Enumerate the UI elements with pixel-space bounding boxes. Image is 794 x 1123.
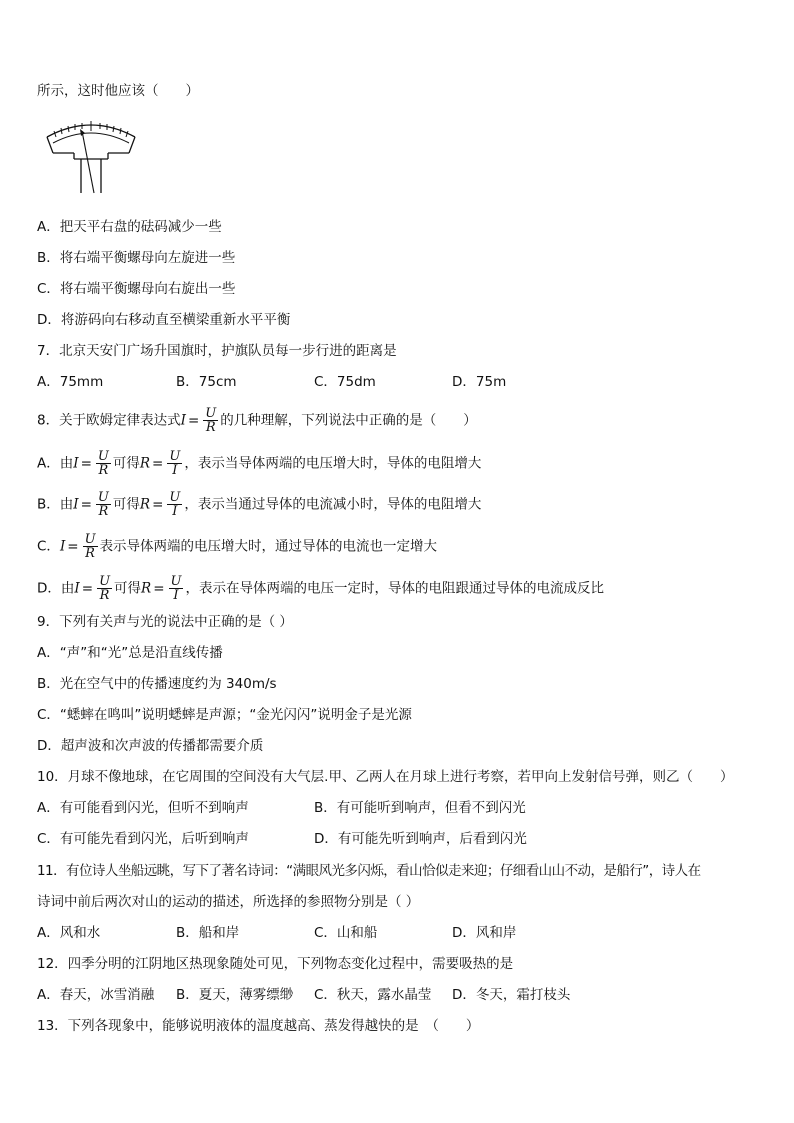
formula-r: R [139,496,151,513]
fraction-numerator: U [170,574,182,589]
formula-i: I [74,580,80,597]
fraction-denominator: R [98,504,109,519]
q11-option-a: A．风和水 [37,925,101,941]
q8-option-c [37,533,437,560]
fraction-numerator: U [97,449,109,464]
formula-eq: = [67,538,79,555]
q11-option-d: D．风和岸 [452,925,517,941]
option-prefix: C． [37,538,60,555]
formula-eq: = [187,412,200,429]
q10-option-c: C．有可能先看到闪光，后听到响声 [37,831,249,847]
q8-stem-post: 的几种理解，下列说法中正确的是（ ） [220,412,477,429]
q13-stem: 13．下列各现象中，能够说明液体的温度越高、蒸发得越快的是 （ ） [37,1018,480,1034]
formula-fraction [167,450,182,477]
q8-stem [37,407,477,434]
formula-fraction [167,491,182,518]
q11-stem-line2: 诗词中前后两次对山的运动的描述，所选择的参照物分别是（ ） [37,894,420,910]
q8-option-d [37,575,604,602]
q9-stem: 9．下列有关声与光的说法中正确的是（ ） [37,614,293,630]
q10-option-a: A．有可能看到闪光，但听不到响声 [37,800,249,816]
q12-option-b: B．夏天，薄雾缥缈 [176,987,294,1003]
option-post: ，表示当导体两端的电压增大时，导体的电阻增大 [184,455,482,472]
formula-r: R [139,455,151,472]
q7-option-d: D．75m [452,374,507,390]
formula-fraction [96,450,111,477]
q9-option-d: D．超声波和次声波的传播都需要介质 [37,738,264,754]
q11-option-c: C．山和船 [314,925,378,941]
formula-fraction [169,575,184,602]
fraction-numerator: U [97,490,109,505]
q12-option-d: D．冬天，霜打枝头 [452,987,571,1003]
q6-option-b: B．将右端平衡螺母向左旋进一些 [37,250,236,266]
option-mid: 可得 [112,496,140,513]
fraction-denominator: R [98,463,109,478]
formula-eq: = [80,496,92,513]
q11-stem-line1: 11．有位诗人坐船远眺，写下了著名诗词：“满眼风光多闪烁，看山恰似走来迎；仔细看山山不动，是船行”，诗人在 [37,863,701,879]
formula-eq: = [80,455,92,472]
q11-option-b: B．船和岸 [176,925,240,941]
formula-eq: = [152,496,164,513]
fraction-numerator: U [205,406,217,421]
q7-option-a: A．75mm [37,374,104,390]
fraction-numerator: U [99,574,111,589]
formula-i: I [73,496,79,513]
fraction-denominator: R [205,420,216,435]
q7-option-b: B．75cm [176,374,237,390]
q8-stem-pre: 8．关于欧姆定律表达式 [37,412,181,429]
q7-option-c: C．75dm [314,374,376,390]
formula-i: I [180,412,186,429]
formula-fraction [83,533,98,560]
formula-i: I [73,455,79,472]
q9-option-a: A．“声”和“光”总是沿直线传播 [37,645,223,661]
fraction-denominator: R [99,588,110,603]
formula-fraction [203,407,218,434]
formula-eq: = [153,580,165,597]
q10-option-d: D．有可能先听到响声，后看到闪光 [314,831,527,847]
q8-option-a [37,450,481,477]
q12-option-a: A．春天，冰雪消融 [37,987,155,1003]
fraction-numerator: U [84,532,96,547]
formula-fraction [97,575,112,602]
q6-stem-tail: 所示，这时他应该（ ） [37,83,199,99]
q6-option-c: C．将右端平衡螺母向右旋出一些 [37,281,236,297]
option-post: 表示导体两端的电压增大时，通过导体的电流也一定增大 [99,538,438,555]
option-prefix: B．由 [37,496,74,513]
fraction-denominator: I [173,588,179,603]
balance-pointer-figure [44,117,139,195]
option-mid: 可得 [114,580,142,597]
q7-stem: 7．北京天安门广场升国旗时，护旗队员每一步行进的距离是 [37,343,397,359]
q8-option-b [37,491,481,518]
formula-eq: = [152,455,164,472]
fraction-numerator: U [169,490,181,505]
q10-stem: 10．月球不像地球，在它周围的空间没有大气层.甲、乙两人在月球上进行考察，若甲向上发射信号弹，则乙（ ） [37,769,734,785]
q12-option-c: C．秋天，露水晶莹 [314,987,432,1003]
q12-stem: 12．四季分明的江阴地区热现象随处可见，下列物态变化过程中，需要吸热的是 [37,956,514,972]
formula-i: I [59,538,66,555]
option-prefix: D．由 [37,580,75,597]
fraction-denominator: R [85,546,95,561]
formula-eq: = [81,580,94,597]
formula-r: R [141,580,152,597]
option-post: ，表示在导体两端的电压一定时，导体的电阻跟通过导体的电流成反比 [185,580,604,597]
q6-option-d: D．将游码向右移动直至横梁重新水平平衡 [37,312,291,328]
fraction-denominator: I [172,463,178,478]
option-post: ，表示当通过导体的电流减小时，导体的电阻增大 [184,496,482,513]
option-prefix: A．由 [37,455,74,472]
formula-fraction [96,491,111,518]
option-mid: 可得 [112,455,140,472]
q9-option-b: B．光在空气中的传播速度约为 340m/s [37,676,277,692]
fraction-denominator: I [172,504,178,519]
q6-option-a: A．把天平右盘的砝码减少一些 [37,219,222,235]
fraction-numerator: U [169,449,181,464]
q10-option-b: B．有可能听到响声，但看不到闪光 [314,800,526,816]
q9-option-c: C．“蟋蟀在鸣叫”说明蟋蟀是声源；“金光闪闪”说明金子是光源 [37,707,412,723]
